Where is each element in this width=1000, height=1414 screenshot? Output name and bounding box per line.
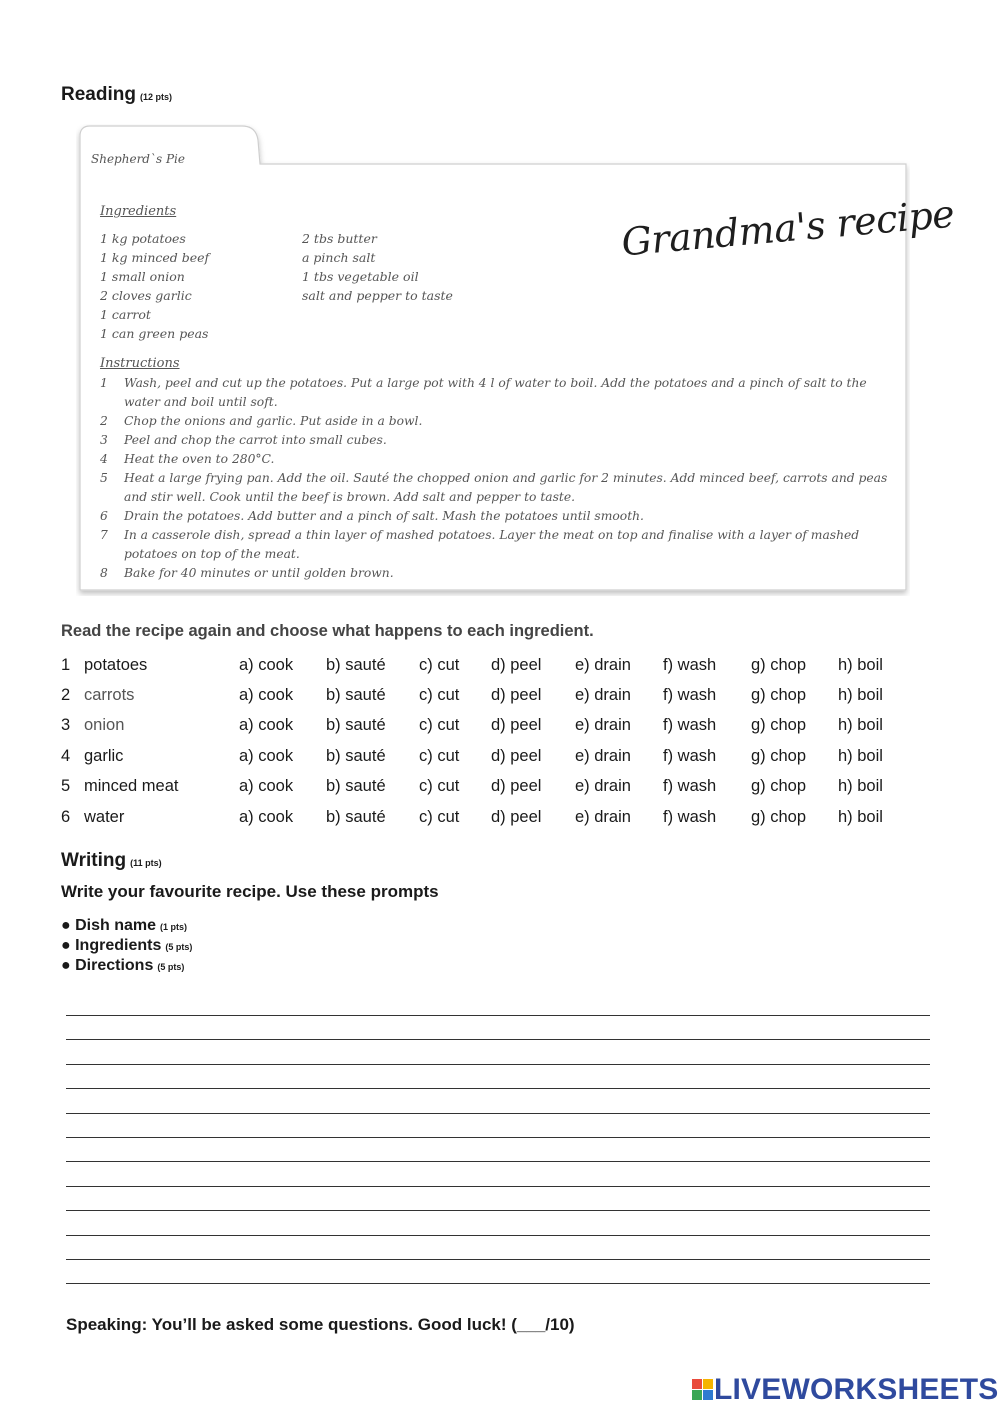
instruction-step: 5 Heat a large frying pan. Add the oil. Sauté the chopped onion and garlic for 2 minutes. Add minced beef, carrots and peas and stir well. Cook until the beef is brown. Add salt and pepper to taste. [100, 471, 888, 504]
instruction-step: 3 Peel and chop the carrot into small cubes. [100, 433, 387, 447]
grandmas-recipe-logo: Grandma's recipe [619, 191, 956, 265]
reading-heading [61, 84, 172, 106]
recipe-card-tab-title: Shepherd`s Pie [91, 152, 185, 166]
writing-line[interactable] [66, 1065, 930, 1089]
option-boil[interactable]: h) boil [838, 656, 883, 674]
writing-heading [61, 850, 162, 872]
writing-line[interactable] [66, 1040, 930, 1064]
ingredients-heading: Ingredients [100, 204, 177, 219]
option-wash[interactable]: f) wash [663, 686, 717, 704]
option-saute[interactable]: b) sauté [326, 656, 386, 674]
writing-title: Writing [61, 850, 127, 871]
exercise-row [61, 747, 961, 777]
option-drain[interactable]: e) drain [575, 656, 631, 674]
option-cut[interactable]: c) cut [419, 716, 460, 734]
ingredient-item: salt and pepper to taste [302, 288, 453, 303]
instructions-list [100, 374, 890, 583]
option-wash[interactable]: f) wash [663, 808, 717, 826]
option-cook[interactable]: a) cook [239, 716, 294, 734]
writing-line[interactable] [66, 1138, 930, 1162]
option-boil[interactable]: h) boil [838, 777, 883, 795]
row-number: 5 [61, 777, 71, 795]
recipe-card [76, 124, 956, 596]
row-ingredient: garlic [84, 747, 124, 765]
writing-line[interactable] [66, 1187, 930, 1211]
prompt-ingredients: ● Ingredients (5 pts) [61, 937, 193, 954]
ingredient-item: a pinch salt [302, 250, 376, 265]
ingredient-item: 1 carrot [100, 307, 151, 322]
instructions-heading: Instructions [100, 356, 180, 371]
option-drain[interactable]: e) drain [575, 716, 631, 734]
prompt-directions: ● Directions (5 pts) [61, 957, 185, 974]
row-number: 2 [61, 686, 71, 704]
writing-line[interactable] [66, 1089, 930, 1113]
exercise-row [61, 686, 961, 716]
liveworksheets-logo [692, 1373, 999, 1407]
option-chop[interactable]: g) chop [751, 686, 807, 704]
row-ingredient: minced meat [84, 777, 179, 795]
option-cut[interactable]: c) cut [419, 777, 460, 795]
option-chop[interactable]: g) chop [751, 747, 807, 765]
exercise-row [61, 808, 961, 838]
row-ingredient: water [84, 808, 125, 826]
ingredient-item: 1 small onion [100, 269, 185, 284]
instruction-step: 4 Heat the oven to 280°C. [100, 452, 275, 466]
option-boil[interactable]: h) boil [838, 747, 883, 765]
option-chop[interactable]: g) chop [751, 777, 807, 795]
option-cut[interactable]: c) cut [419, 808, 460, 826]
option-saute[interactable]: b) sauté [326, 747, 386, 765]
liveworksheets-blocks-icon [692, 1378, 714, 1402]
row-number: 3 [61, 716, 71, 734]
writing-line[interactable] [66, 1236, 930, 1260]
option-boil[interactable]: h) boil [838, 686, 883, 704]
ingredient-item: 1 kg potatoes [100, 231, 186, 246]
option-cut[interactable]: c) cut [419, 747, 460, 765]
ingredient-item: 1 kg minced beef [100, 250, 210, 265]
option-saute[interactable]: b) sauté [326, 777, 386, 795]
ingredient-item: 2 tbs butter [302, 231, 377, 246]
writing-instruction: Write your favourite recipe. Use these prompts [61, 882, 439, 901]
row-ingredient: onion [84, 716, 125, 734]
writing-points: (11 pts) [130, 858, 162, 868]
ingredient-item: 1 can green peas [100, 326, 209, 341]
instruction-step: 8 Bake for 40 minutes or until golden brown. [100, 566, 394, 580]
speaking-instruction: Speaking: You’ll be asked some questions. Good luck! (___/10) [66, 1315, 575, 1334]
option-drain[interactable]: e) drain [575, 686, 631, 704]
ingredients-list-left [100, 229, 209, 343]
exercise-question: Read the recipe again and choose what happens to each ingredient. [61, 622, 594, 640]
ingredient-item: 1 tbs vegetable oil [302, 269, 419, 284]
ingredient-item: 2 cloves garlic [100, 288, 192, 303]
option-saute[interactable]: b) sauté [326, 808, 386, 826]
reading-points: (12 pts) [139, 92, 172, 102]
option-cut[interactable]: c) cut [419, 656, 460, 674]
option-boil[interactable]: h) boil [838, 716, 883, 734]
option-cut[interactable]: c) cut [419, 686, 460, 704]
option-peel[interactable]: d) peel [491, 716, 542, 734]
option-drain[interactable]: e) drain [575, 808, 631, 826]
exercise-row [61, 656, 961, 686]
option-cook[interactable]: a) cook [239, 777, 294, 795]
option-cook[interactable]: a) cook [239, 656, 294, 674]
option-chop[interactable]: g) chop [751, 656, 807, 674]
row-number: 1 [61, 656, 71, 674]
prompt-dish-name: ● Dish name (1 pts) [61, 917, 188, 934]
option-chop[interactable]: g) chop [751, 716, 807, 734]
option-wash[interactable]: f) wash [663, 656, 717, 674]
row-number: 4 [61, 747, 71, 765]
option-wash[interactable]: f) wash [663, 747, 717, 765]
option-wash[interactable]: f) wash [663, 777, 717, 795]
option-peel[interactable]: d) peel [491, 747, 542, 765]
instruction-step: 1 Wash, peel and cut up the potatoes. Put a large pot with 4 l of water to boil. Add the potatoes and a pinch of salt to the water and boil until soft. [100, 376, 867, 409]
option-saute[interactable]: b) sauté [326, 686, 386, 704]
option-cook[interactable]: a) cook [239, 747, 294, 765]
writing-line[interactable] [66, 1162, 930, 1186]
option-peel[interactable]: d) peel [491, 808, 542, 826]
option-boil[interactable]: h) boil [838, 808, 883, 826]
ingredients-list-right [302, 229, 453, 305]
option-cook[interactable]: a) cook [239, 808, 294, 826]
exercise-row [61, 777, 961, 807]
row-ingredient: carrots [84, 686, 135, 704]
option-wash[interactable]: f) wash [663, 716, 717, 734]
writing-line[interactable] [66, 1114, 930, 1138]
instruction-step: 6 Drain the potatoes. Add butter and a pinch of salt. Mash the potatoes until smooth. [100, 509, 644, 523]
option-peel[interactable]: d) peel [491, 686, 542, 704]
option-chop[interactable]: g) chop [751, 808, 807, 826]
option-peel[interactable]: d) peel [491, 777, 542, 795]
option-drain[interactable]: e) drain [575, 747, 631, 765]
reading-title: Reading [61, 84, 136, 105]
option-drain[interactable]: e) drain [575, 777, 631, 795]
writing-answer-area[interactable] [66, 1015, 930, 1284]
option-peel[interactable]: d) peel [491, 656, 542, 674]
exercise-row [61, 716, 961, 746]
instruction-step: 7 In a casserole dish, spread a thin layer of mashed potatoes. Layer the meat on top and finalise with a layer of mashed potatoes on top of the meat. [100, 528, 860, 561]
writing-line[interactable] [66, 1260, 930, 1284]
row-ingredient: potatoes [84, 656, 148, 674]
writing-line[interactable] [66, 1211, 930, 1235]
instruction-step: 2 Chop the onions and garlic. Put aside in a bowl. [100, 414, 423, 428]
liveworksheets-wordmark: LIVEWORKSHEETS [714, 1373, 999, 1406]
option-saute[interactable]: b) sauté [326, 716, 386, 734]
option-cook[interactable]: a) cook [239, 686, 294, 704]
row-number: 6 [61, 808, 71, 826]
writing-line[interactable] [66, 1016, 930, 1040]
